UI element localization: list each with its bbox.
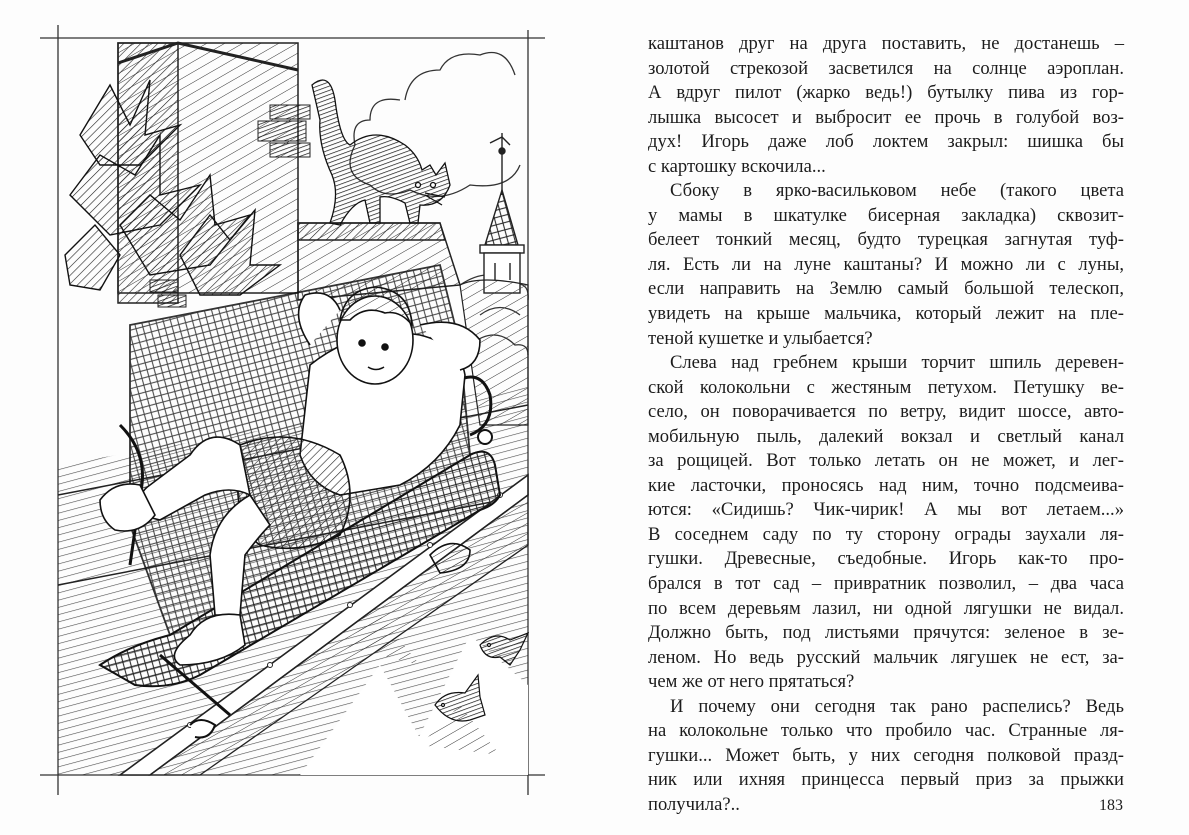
text-line: брался в тот сад – привратник позволил, – два часа [648,573,1124,595]
text-line: за рощицей. Вот только летать он не может, и лег- [648,450,1124,472]
text-line: гушки... Может быть, у них сегодня полковой празд- [648,744,1124,766]
illustration [40,25,550,795]
scene [58,43,528,775]
text-line: каштанов друг на друга поставить, не достанешь – [648,33,1124,54]
text-line: А вдруг пилот (жарко ведь!) бутылку пива из гор- [648,82,1124,104]
left-page [0,0,594,835]
text-line: Слева над гребнем крыши торчит шпиль деревен- [670,352,1124,374]
text-line: у мамы в шкатулке бисерная закладка) сквозит- [648,204,1124,226]
text-line: на колокольне только что пробило час. Странные ля- [648,720,1124,742]
text-line: теной кушетке и улыбается? [648,327,873,349]
text-line: с картошку вскочила... [648,155,826,177]
text-line: гушки. Древесные, съедобные. Игорь как-то про- [648,548,1124,570]
text-line: ник или ихняя принцесса первый приз за прыжки [648,769,1124,791]
text-line: по всем деревьям лазил, ни одной лягушки не видал. [648,597,1124,619]
paragraph-4 [648,695,1124,818]
arched-cat [312,80,450,225]
paragraph-3 [648,351,1124,695]
text-line: получила?.. [648,793,740,815]
text-line: село, он поворачивается по ветру, видит шоссе, авто- [648,401,1124,423]
text-line: белеет тонкий месяц, будто турецкая загнутая туф- [648,229,1124,251]
text-line: ля. Есть ли на луне каштаны? И можно ли с луны, [648,253,1124,275]
paragraph-2 [648,179,1124,351]
text-line: кие ласточки, проносясь над ним, точно подсмеива- [648,474,1124,496]
right-page [594,0,1189,835]
text-line: Должно быть, под листьями прячутся: зеленое в зе- [648,622,1124,644]
text-line: В соседнем саду по ту сторону ограды заухали ля- [648,523,1124,545]
text-line: Сбоку в ярко-васильковом небе (такого цвета [670,180,1124,202]
text-line: И почему они сегодня так рано распелись? Ведь [670,695,1124,717]
text-line: дух! Игорь даже лоб локтем закрыл: шишка бы [648,131,1124,153]
text-line: лышка высосет и выбросит ее прочь в голубой воз- [648,106,1124,128]
page-number: 183 [1099,797,1123,814]
text-line: леном. Но ведь русский мальчик лягушек не ест, за- [648,646,1124,668]
text-line: золотой стрекозой засветился на солнце аэроплан. [648,57,1124,79]
paragraph-1 [648,32,1124,179]
body-text [648,32,1124,818]
text-line: мобильную пыль, далекий вокзал и светлый канал [648,425,1124,447]
bell-tower-spire [480,133,524,293]
text-line: увидеть на крыше мальчика, который лежит на пле- [648,303,1124,325]
text-line: ской колокольни с жестяным петухом. Петушку ве- [648,376,1124,398]
text-line: ются: «Сидишь? Чик-чирик! А мы вот летаем...» [648,499,1124,521]
text-line: если направить на Землю самый большой телескоп, [648,278,1124,300]
text-line: чем же от него прятаться? [648,671,855,693]
